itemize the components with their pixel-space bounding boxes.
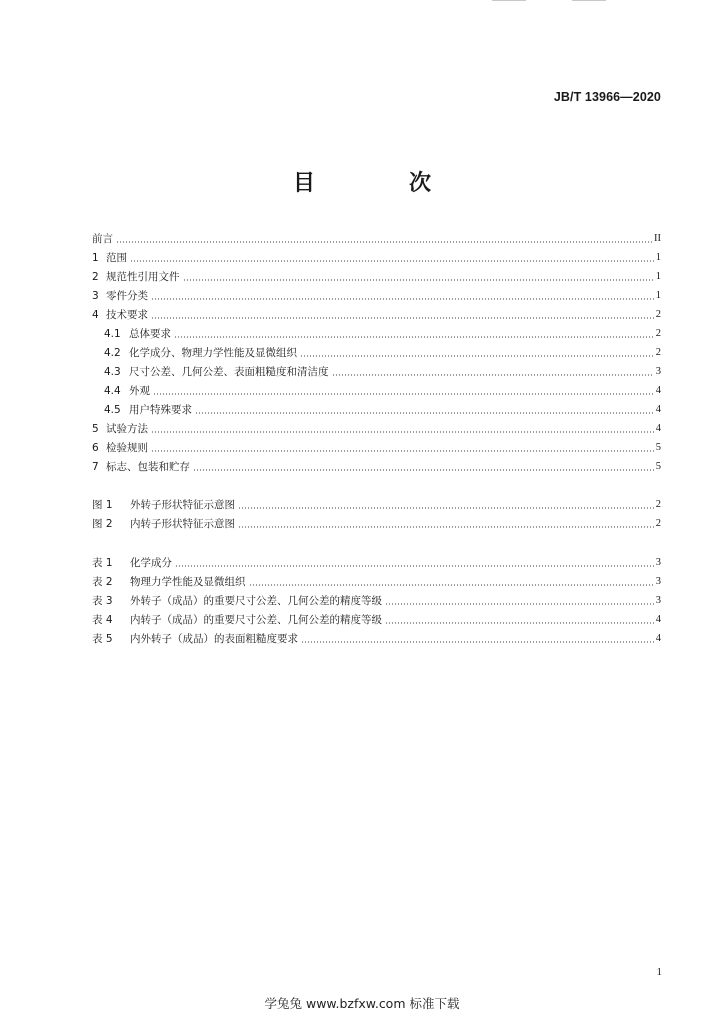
dot-leader [153,393,654,395]
toc-entry-number: 前言 [92,233,113,245]
tables-entry-label: 外转子（成品）的重要尺寸公差、几何公差的精度等级 [130,595,382,607]
toc-entry-page: 5 [655,442,661,453]
dot-leader [183,279,654,281]
footer-watermark: 学兔兔 www.bzfxw.com 标准下载 [264,996,460,1011]
dot-leader [238,526,654,528]
toc-entry-number: 2 [92,271,99,283]
dot-leader [385,603,654,605]
tables-entry-label: 内转子（成品）的重要尺寸公差、几何公差的精度等级 [130,614,382,626]
tables-entry[interactable] [92,573,661,589]
figures-entry-number: 图 2 [92,518,113,530]
dot-leader [130,260,654,262]
tables-entry-label: 物理力学性能及显微组织 [130,576,246,588]
dot-leader [301,641,654,643]
dot-leader [193,469,654,471]
figures-entry[interactable] [92,496,661,512]
toc-entry-number: 6 [92,442,99,454]
toc-entry-page: 1 [655,252,661,263]
toc-entry-number: 4.4 [104,385,121,397]
tables-entry-page: 3 [655,595,661,606]
tables-entry-number: 表 1 [92,557,113,569]
dot-leader [151,431,654,433]
figures-entry[interactable] [92,515,661,531]
page-title: 目 次 [292,171,467,196]
dot-leader [116,241,652,243]
tables-entry-label: 化学成分 [130,557,172,569]
page-number: 1 [656,966,662,978]
tables-entry[interactable] [92,592,661,608]
toc-entry-number: 4.5 [104,404,121,416]
toc-entry[interactable] [92,306,661,322]
toc-entry-number: 3 [92,290,99,302]
tables-entry-number: 表 3 [92,595,113,607]
toc-entry-label: 技术要求 [106,309,148,321]
tables-entry-page: 3 [655,576,661,587]
dot-leader [238,507,654,509]
toc-entry[interactable] [104,401,661,417]
toc-entry-page: 2 [655,328,661,339]
toc-entry-page: 4 [655,423,661,434]
tables-entry-page: 4 [655,614,661,625]
toc-entry-label: 标志、包装和贮存 [106,461,190,473]
toc-entry-number: 4 [92,309,99,321]
toc-entry-number: 7 [92,461,99,473]
toc-entry[interactable] [92,439,661,455]
dot-leader [195,412,654,414]
tables-entry[interactable] [92,554,661,570]
toc-entry-label: 尺寸公差、几何公差、表面粗糙度和清洁度 [129,366,329,378]
toc-entry-page: 1 [655,271,661,282]
dot-leader [385,622,654,624]
toc-entry[interactable] [92,268,661,284]
tables-entry-label: 内外转子（成品）的表面粗糙度要求 [130,633,298,645]
toc-entry-label: 用户特殊要求 [129,404,192,416]
dot-leader [151,450,654,452]
toc-entry[interactable] [92,420,661,436]
toc-entry[interactable] [92,458,661,474]
toc-entry-label: 外观 [129,385,150,397]
toc-entry-number: 4.2 [104,347,121,359]
toc-entry-number: 4.1 [104,328,121,340]
toc-entry-number: 5 [92,423,99,435]
toc-entry-label: 规范性引用文件 [106,271,180,283]
scan-line [572,0,606,1]
toc-entry-label: 总体要求 [129,328,171,340]
scan-line [492,0,526,1]
tables-entry-number: 表 5 [92,633,113,645]
figures-entry-page: 2 [655,499,661,510]
tables-entry-page: 3 [655,557,661,568]
dot-leader [249,584,654,586]
tables-entry-number: 表 2 [92,576,113,588]
toc-entry-label: 检验规则 [106,442,148,454]
tables-entry-number: 表 4 [92,614,113,626]
toc-entry-label: 试验方法 [106,423,148,435]
toc-entry-label: 范围 [106,252,127,264]
dot-leader [175,565,654,567]
toc-entry-page: 5 [655,461,661,472]
figures-entry-number: 图 1 [92,499,113,511]
toc-entry[interactable] [92,287,661,303]
toc-entry-page: 2 [655,347,661,358]
toc-entry-number: 4.3 [104,366,121,378]
toc-entry-page: 3 [655,366,661,377]
dot-leader [332,374,654,376]
toc-entry[interactable] [104,363,661,379]
toc-entry[interactable] [104,382,661,398]
toc-entry-page: 1 [655,290,661,301]
toc-entry-page: 4 [655,404,661,415]
toc-entry[interactable] [92,230,661,246]
tables-entry-page: 4 [655,633,661,644]
standard-code: JB/T 13966—2020 [553,90,661,104]
tables-entry[interactable] [92,611,661,627]
toc-entry-page: II [654,233,661,244]
toc-entry[interactable] [104,325,661,341]
toc-entry-number: 1 [92,252,99,264]
figures-entry-label: 外转子形状特征示意图 [130,499,235,511]
dot-leader [151,317,654,319]
toc-entry[interactable] [92,249,661,265]
dot-leader [174,336,654,338]
toc-entry-label: 零件分类 [106,290,148,302]
figures-entry-page: 2 [655,518,661,529]
toc-entry-page: 4 [655,385,661,396]
figures-entry-label: 内转子形状特征示意图 [130,518,235,530]
tables-entry[interactable] [92,630,661,646]
toc-entry[interactable] [104,344,661,360]
toc-entry-page: 2 [655,309,661,320]
dot-leader [151,298,654,300]
dot-leader [300,355,654,357]
toc-entry-label: 化学成分、物理力学性能及显微组织 [129,347,297,359]
